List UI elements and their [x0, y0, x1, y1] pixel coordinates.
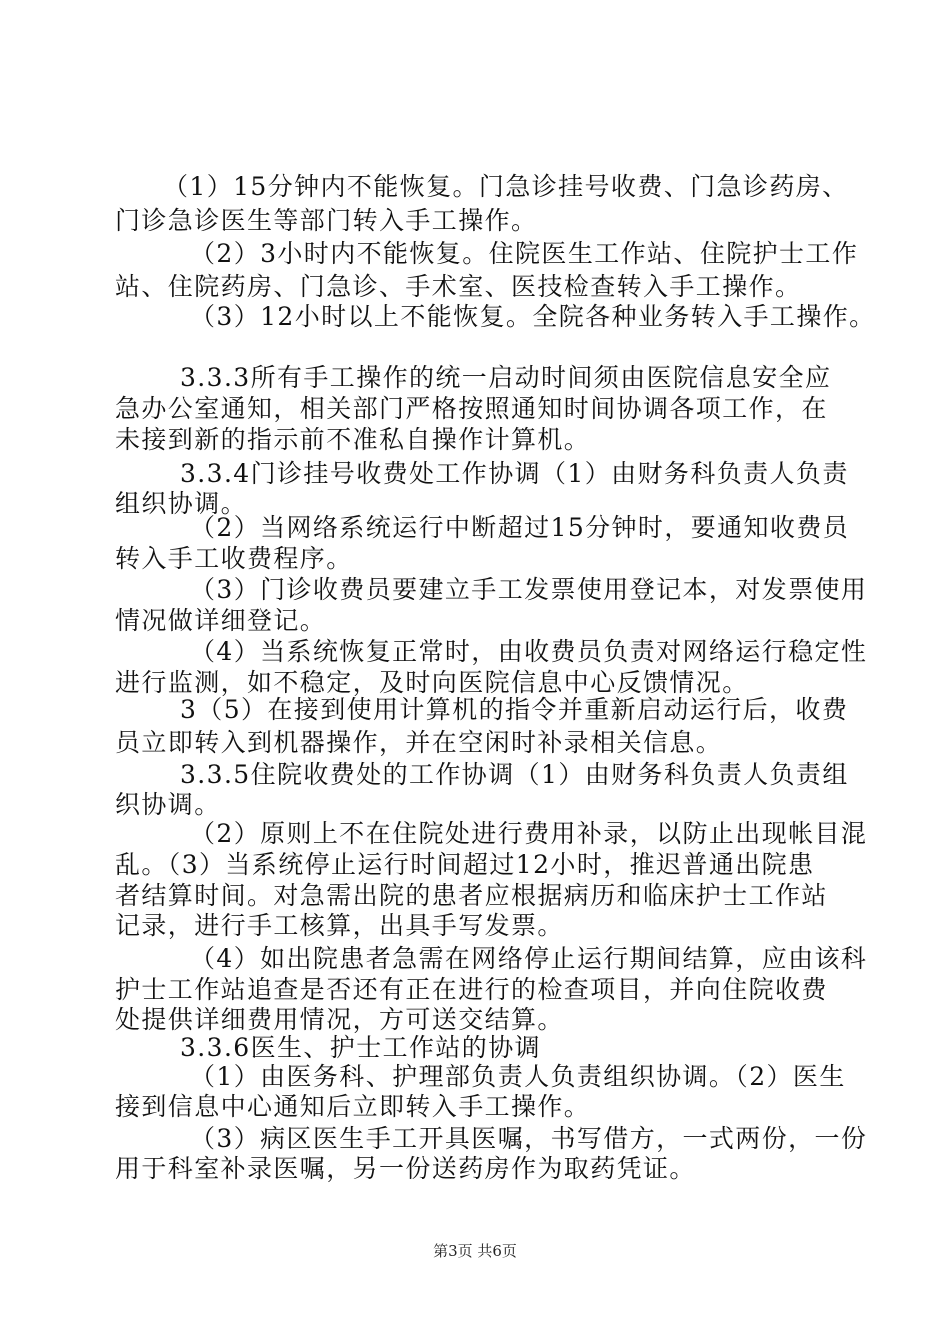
text-line: （2）原则上不在住院处进行费用补录，以防止出现帐目混 — [190, 819, 868, 848]
text-line: 者结算时间。对急需出院的患者应根据病历和临床护士工作站 — [115, 881, 828, 910]
page-footer: 第3页 共6页 — [433, 1242, 517, 1260]
text-line: 情况做详细登记。 — [115, 606, 327, 635]
text-line: （1）由医务科、护理部负责人负责组织协调。（2）医生 — [190, 1062, 846, 1091]
text-line: 乱。（3）当系统停止运行时间超过12小时，推迟普通出院患 — [115, 850, 815, 879]
text-line: 员立即转入到机器操作，并在空闲时补录相关信息。 — [115, 728, 723, 757]
text-line: （1）15分钟内不能恢复。门急诊挂号收费、门急诊药房、 — [163, 172, 849, 201]
text-line: （2）当网络系统运行中断超过15分钟时，要通知收费员 — [190, 513, 850, 542]
text-line: 用于科室补录医嘱，另一份送药房作为取药凭证。 — [115, 1154, 696, 1183]
text-line: 进行监测，如不稳定，及时向医院信息中心反馈情况。 — [115, 668, 749, 697]
text-line: （4）如出院患者急需在网络停止运行期间结算，应由该科 — [190, 944, 868, 973]
text-line: 组织协调。 — [115, 489, 248, 518]
text-line: 3（5）在接到使用计算机的指令并重新启动运行后，收费 — [180, 695, 849, 724]
text-line: 转入手工收费程序。 — [115, 544, 353, 573]
text-line: 站、住院药房、门急诊、手术室、医技检查转入手工操作。 — [115, 272, 802, 301]
text-line: 织协调。 — [115, 790, 221, 819]
text-line: （3）12小时以上不能恢复。全院各种业务转入手工操作。 — [190, 302, 876, 331]
text-line: 急办公室通知，相关部门严格按照通知时间协调各项工作，在 — [115, 394, 828, 423]
text-line: 3.3.3所有手工操作的统一启动时间须由医院信息安全应 — [180, 363, 832, 392]
text-line: 记录，进行手工核算，出具手写发票。 — [115, 911, 564, 940]
text-line: 3.3.6医生、护士工作站的协调 — [180, 1033, 542, 1062]
text-line: （4）当系统恢复正常时，由收费员负责对网络运行稳定性 — [190, 637, 868, 666]
text-line: 门诊急诊医生等部门转入手工操作。 — [115, 206, 538, 235]
text-line: 3.3.4门诊挂号收费处工作协调（1）由财务科负责人负责 — [180, 459, 849, 488]
text-line: （3）病区医生手工开具医嘱，书写借方，一式两份，一份 — [190, 1124, 868, 1153]
text-line: 未接到新的指示前不准私自操作计算机。 — [115, 425, 591, 454]
text-line: 处提供详细费用情况，方可送交结算。 — [115, 1005, 564, 1034]
text-line: 接到信息中心通知后立即转入手工操作。 — [115, 1092, 591, 1121]
text-line: （2）3小时内不能恢复。住院医生工作站、住院护士工作 — [190, 239, 859, 268]
text-line: 3.3.5住院收费处的工作协调（1）由财务科负责人负责组 — [180, 760, 849, 789]
text-line: （3）门诊收费员要建立手工发票使用登记本，对发票使用 — [190, 575, 868, 604]
text-line: 护士工作站追查是否还有正在进行的检查项目，并向住院收费 — [115, 975, 828, 1004]
